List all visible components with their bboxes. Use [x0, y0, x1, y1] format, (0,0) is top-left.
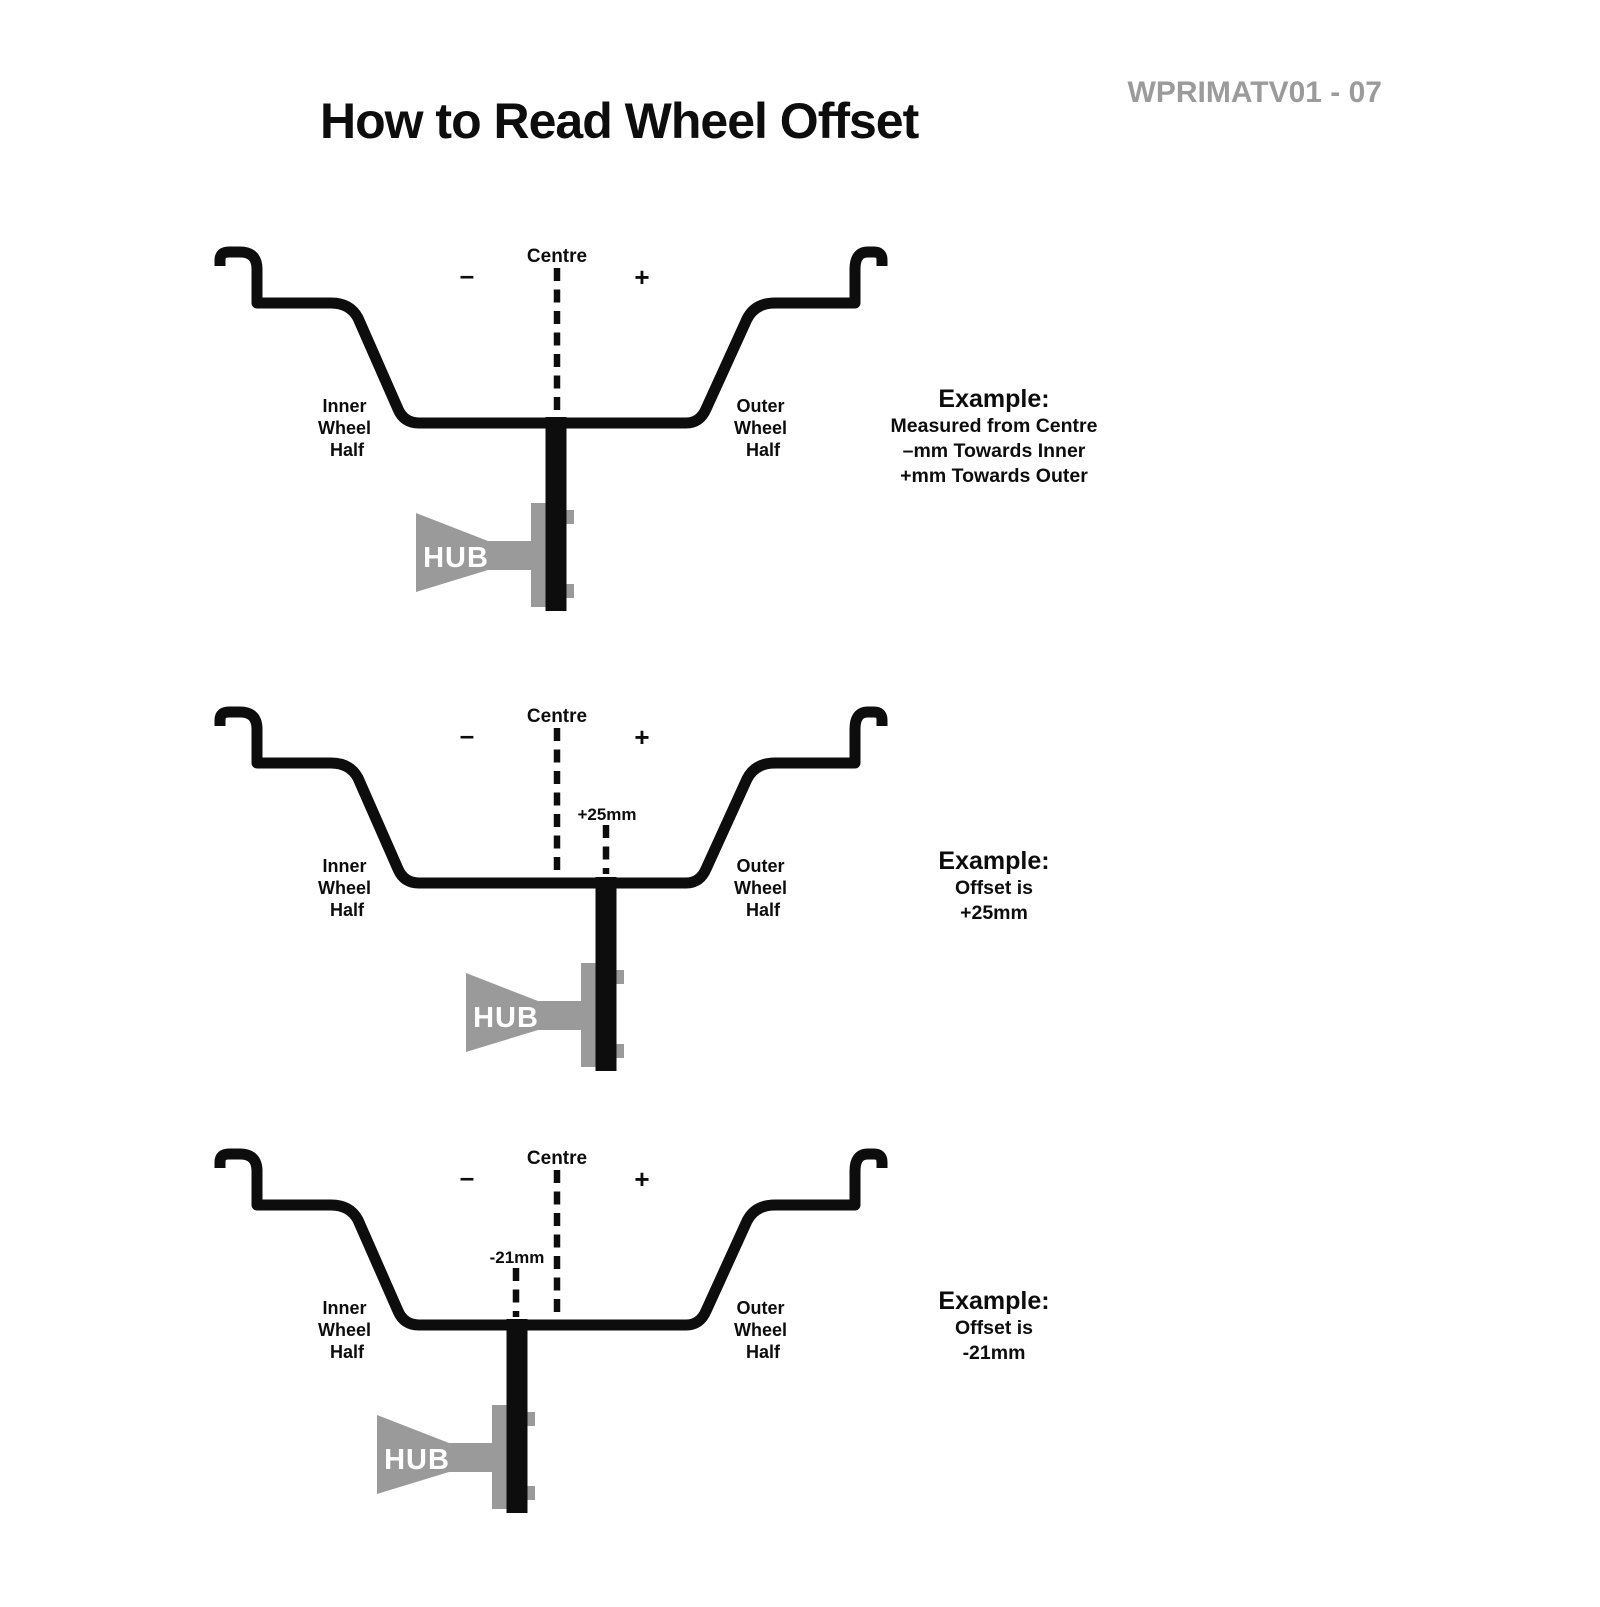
wheel-diagram-positive-offset-svg [0, 690, 1000, 1165]
wheel-diagram-positive-offset [0, 690, 1000, 1165]
outer-label-line: Wheel [733, 878, 787, 898]
outer-label-line: Wheel [733, 418, 787, 438]
example-line: -21mm [962, 1342, 1026, 1364]
outer-wheel-half-label [734, 396, 792, 460]
inner-wheel-half-label [318, 1298, 376, 1362]
mounting-face-bar [546, 417, 567, 611]
inner-label-line: Inner [322, 856, 367, 876]
outer-label-line: Wheel [733, 1320, 787, 1340]
inner-label-line: Inner [322, 396, 367, 416]
mounting-face-bar [507, 1319, 528, 1513]
inner-label-line: Half [329, 1342, 365, 1362]
minus-symbol: – [459, 1162, 475, 1192]
minus-symbol: – [459, 720, 475, 750]
wheel-diagram-negative-offset-svg [0, 1132, 1000, 1607]
example-line: Offset is [954, 1317, 1034, 1339]
doc-code: WPRIMATV01 - 07 [1127, 76, 1382, 109]
example-text-zero-offset [794, 384, 1194, 489]
example-text-negative-offset [794, 1286, 1194, 1366]
plus-symbol: + [634, 722, 650, 752]
example-line: –mm Towards Inner [902, 440, 1086, 462]
outer-label-line: Outer [736, 856, 785, 876]
inner-label-line: Wheel [317, 1320, 371, 1340]
offset-label: +25mm [577, 805, 637, 824]
inner-label-line: Half [329, 900, 365, 920]
plus-symbol: + [634, 262, 650, 292]
example-text-positive-offset [794, 846, 1194, 926]
example-line: +25mm [960, 902, 1028, 924]
wheel-diagram-negative-offset [0, 1132, 1000, 1607]
outer-wheel-half-label [734, 856, 792, 920]
example-line: +mm Towards Outer [900, 465, 1088, 487]
hub-assembly [416, 417, 574, 611]
example-title: Example: [938, 1287, 1050, 1315]
mounting-face-bar [596, 877, 617, 1071]
outer-label-line: Half [745, 440, 781, 460]
offset-label: -21mm [489, 1248, 545, 1267]
hub-label: HUB [384, 1444, 450, 1476]
plus-symbol: + [634, 1164, 650, 1194]
inner-label-line: Wheel [317, 878, 371, 898]
inner-label-line: Wheel [317, 418, 371, 438]
inner-label-line: Half [329, 440, 365, 460]
centre-label: Centre [526, 706, 588, 727]
outer-label-line: Outer [736, 396, 785, 416]
page-title: How to Read Wheel Offset [320, 93, 919, 149]
inner-wheel-half-label [318, 856, 376, 920]
outer-wheel-half-label [734, 1298, 792, 1362]
centre-label: Centre [526, 1148, 588, 1169]
hub-assembly [466, 877, 624, 1071]
minus-symbol: – [459, 260, 475, 290]
centre-label: Centre [526, 246, 588, 267]
outer-label-line: Half [745, 1342, 781, 1362]
hub-assembly [377, 1319, 535, 1513]
outer-label-line: Half [745, 900, 781, 920]
inner-label-line: Inner [322, 1298, 367, 1318]
example-title: Example: [938, 385, 1050, 413]
hub-label: HUB [473, 1002, 539, 1034]
inner-wheel-half-label [318, 396, 376, 460]
hub-label: HUB [423, 542, 489, 574]
example-line: Offset is [954, 877, 1034, 899]
example-line: Measured from Centre [890, 415, 1098, 437]
outer-label-line: Outer [736, 1298, 785, 1318]
example-title: Example: [938, 847, 1050, 875]
